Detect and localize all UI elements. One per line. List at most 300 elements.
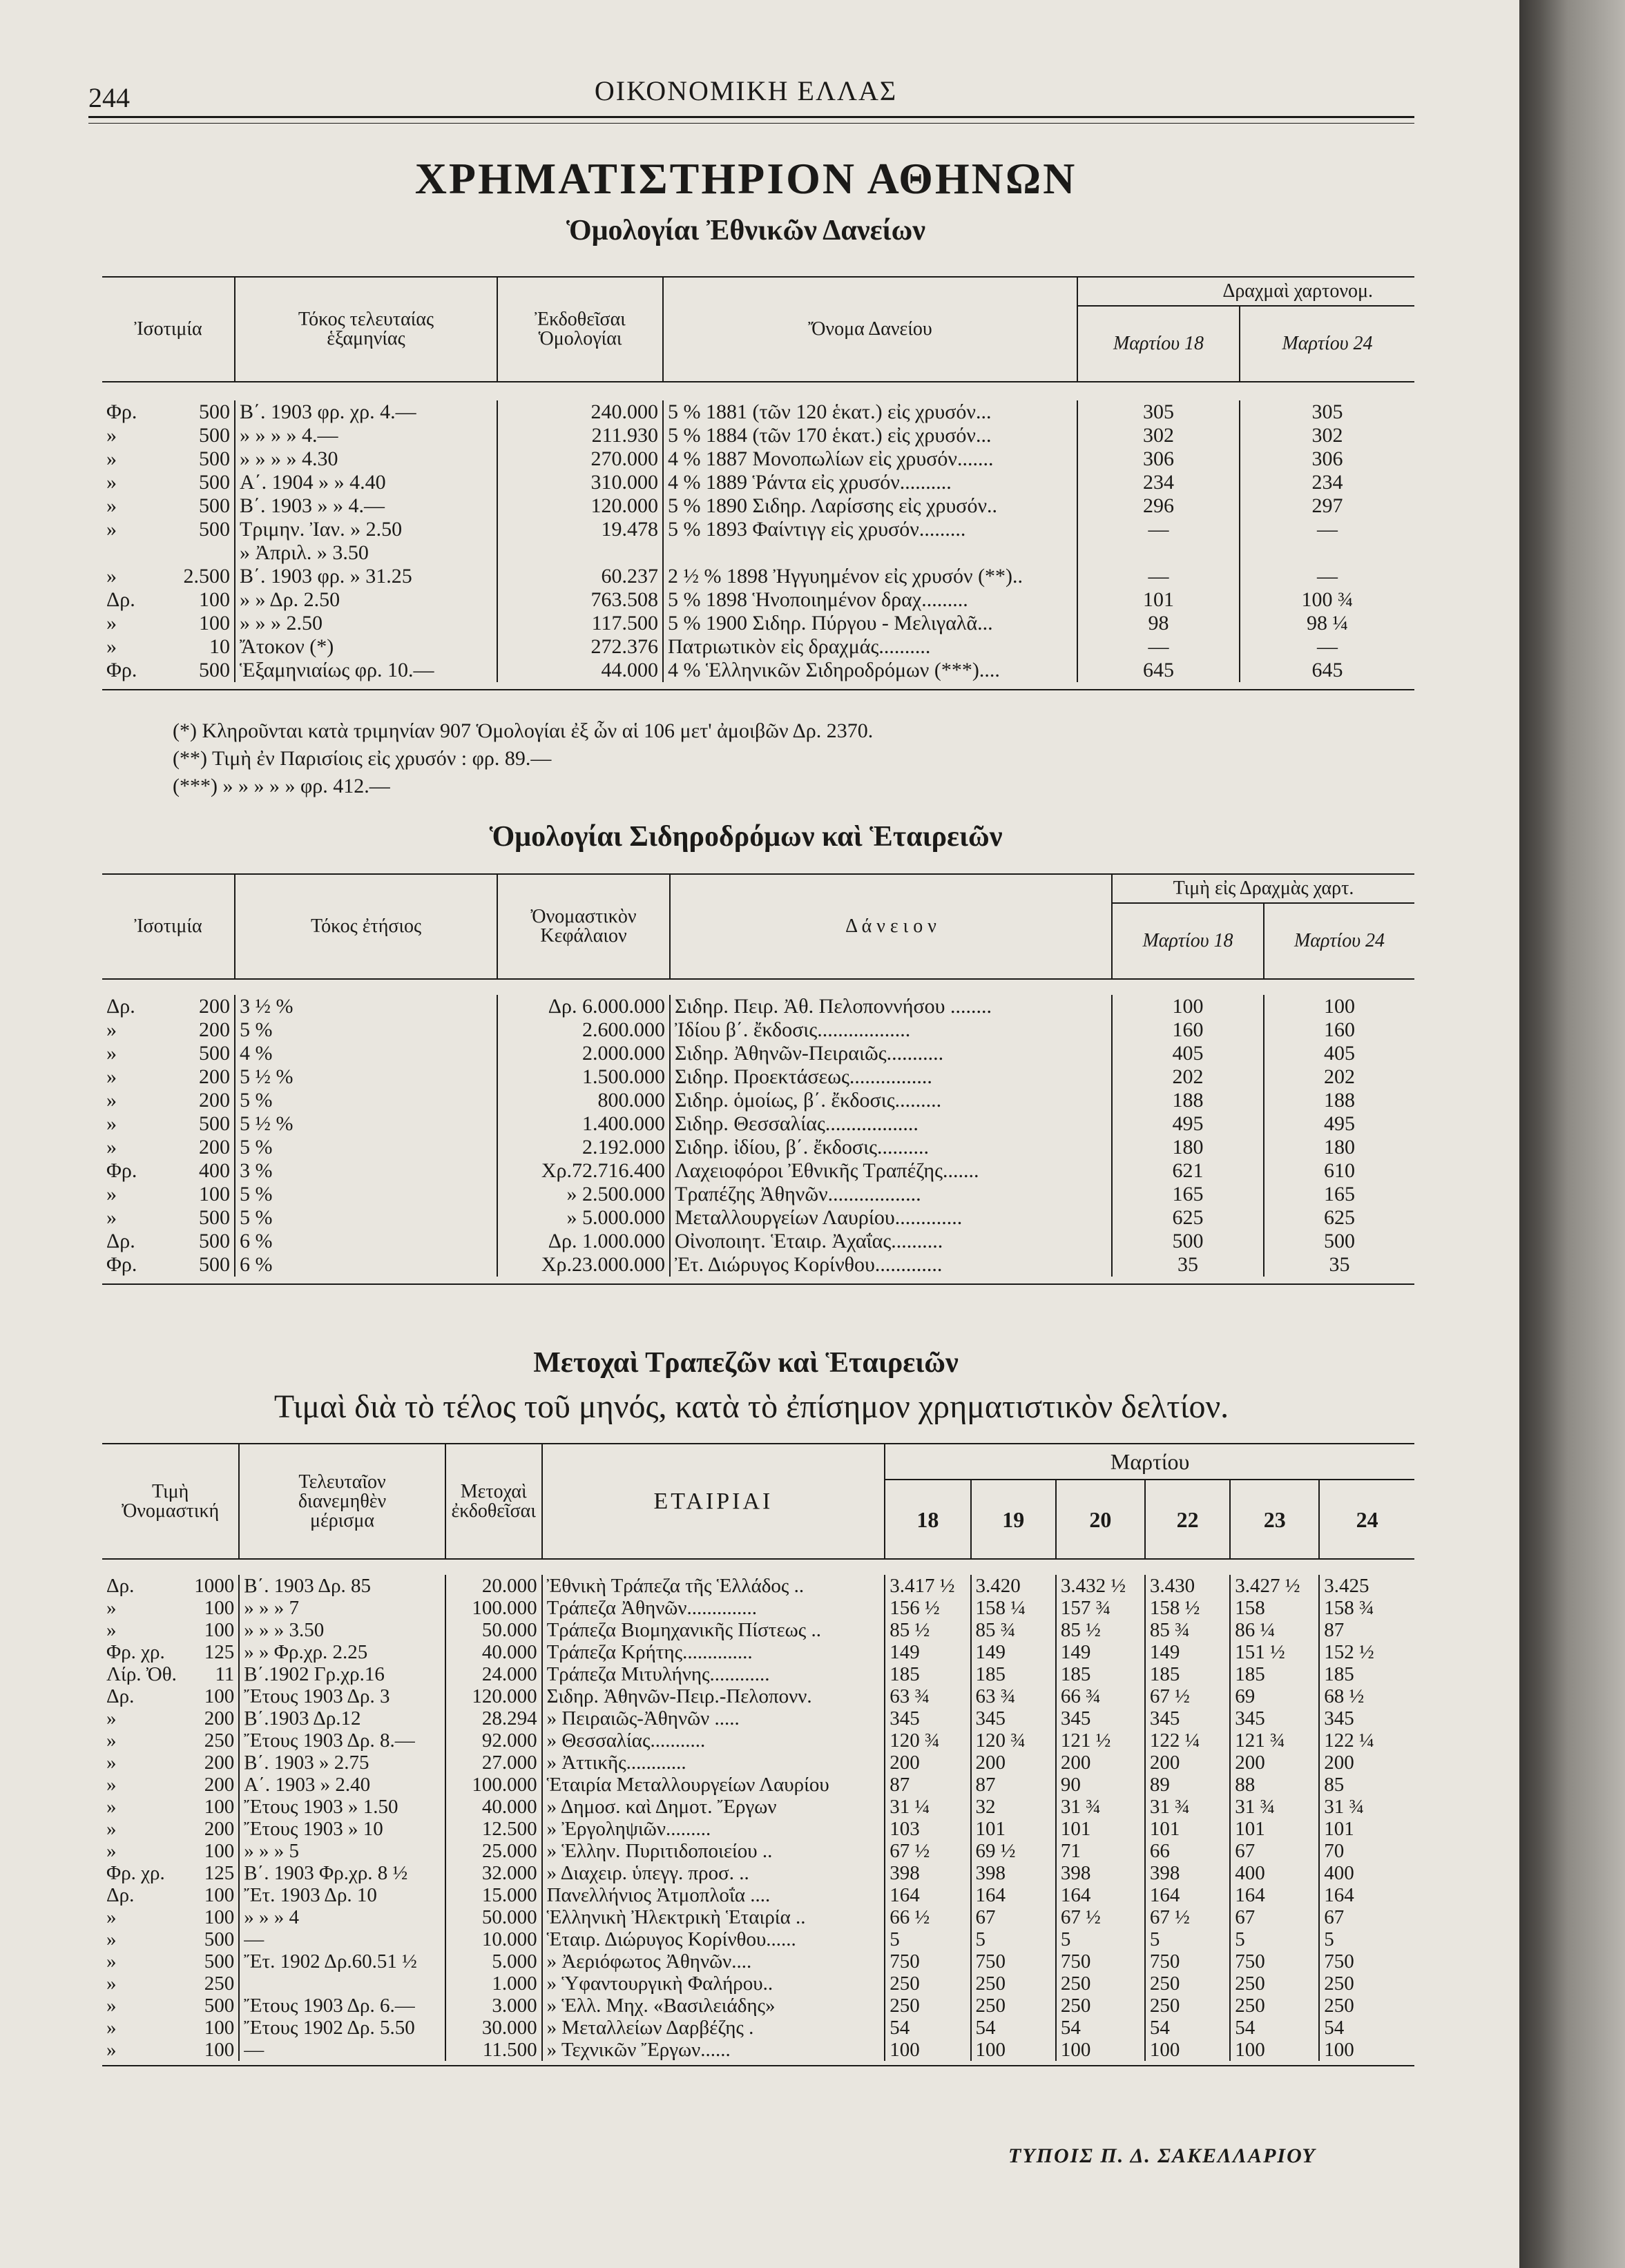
price-day-19-cell: 54 <box>971 2017 1056 2039</box>
loan-name-cell: 5 % 1884 (τῶν 170 ἑκατ.) εἰς χρυσόν... <box>663 424 1077 447</box>
loan-name-cell: 5 % 1881 (τῶν 120 ἑκατ.) εἰς χρυσόν... <box>663 400 1077 424</box>
railway-bonds-table <box>102 873 1414 1285</box>
nominal-cell: 100 <box>204 2038 235 2061</box>
currency-cell: » <box>106 518 117 541</box>
dividend-cell: Ἔτους 1903 » 1.50 <box>239 1796 445 1818</box>
price-day-23-cell: 400 <box>1230 1862 1319 1884</box>
price-day-24-cell: 250 <box>1319 1995 1414 2017</box>
price-day-23-cell: 750 <box>1230 1950 1319 1973</box>
currency-cell: » <box>106 1839 117 1862</box>
price-m24-cell: — <box>1240 635 1414 659</box>
price-day-19-cell: 345 <box>971 1707 1056 1729</box>
interest-cell: 5 % <box>235 1183 497 1206</box>
currency-cell: Φρ. <box>106 659 137 681</box>
currency-cell: » <box>106 1906 117 1928</box>
nominal-cell: 500 <box>199 1042 230 1065</box>
price-day-18-cell: 85 ½ <box>885 1619 970 1641</box>
nominal-cell: 100 <box>204 1906 235 1928</box>
printer-credit: ΤΥΠΟΙΣ Π. Δ. ΣΑΚΕΛΛΑΡΙΟΥ <box>1008 2144 1316 2167</box>
currency-cell: » <box>106 1183 117 1205</box>
header-rule <box>88 116 1414 118</box>
table-row <box>102 2017 1414 2039</box>
nominal-cell: 125 <box>204 1861 235 1884</box>
price-day-18-cell: 149 <box>885 1641 970 1663</box>
table-row <box>102 424 1414 447</box>
price-day-20-cell: 54 <box>1056 2017 1145 2039</box>
shares-issued-cell: 1.000 <box>445 1973 542 1995</box>
price-day-18-cell: 54 <box>885 2017 970 2039</box>
price-day-23-cell: 86 ¼ <box>1230 1619 1319 1641</box>
nominal-cell: 500 <box>199 424 230 447</box>
price-day-22-cell: 85 ¾ <box>1145 1619 1230 1641</box>
table-row <box>102 565 1414 588</box>
price-m24-cell: 302 <box>1240 424 1414 447</box>
currency-cell: Φρ. χρ. <box>106 1640 165 1663</box>
shares-issued-cell: 20.000 <box>445 1575 542 1597</box>
price-m24-cell: 234 <box>1240 471 1414 494</box>
currency-cell: Δρ. <box>106 1574 135 1597</box>
col3-day-23: 23 <box>1230 1480 1319 1559</box>
coupon-cell: » Ἀπριλ. » 3.50 <box>235 541 497 565</box>
price-day-24-cell: 3.425 <box>1319 1575 1414 1597</box>
nominal-cell: 100 <box>199 1183 230 1205</box>
price-m18-cell: 500 <box>1112 1230 1264 1253</box>
price-day-24-cell: 185 <box>1319 1663 1414 1685</box>
table-row <box>102 1042 1414 1065</box>
company-cell: Ἑταιρία Μεταλλουργείων Λαυρίου <box>542 1774 885 1796</box>
price-day-20-cell: 345 <box>1056 1707 1145 1729</box>
currency-cell: » <box>106 1089 117 1112</box>
col2-kefalaion: Ὀνομαστικὸν Κεφάλαιον <box>497 874 670 979</box>
currency-cell: » <box>106 1065 117 1088</box>
company-cell: Τράπεζα Κρήτης.............. <box>542 1641 885 1663</box>
table-row <box>102 1159 1414 1183</box>
shares-table <box>102 1443 1414 2066</box>
price-day-23-cell: 250 <box>1230 1995 1319 2017</box>
nominal-cell: 500 <box>199 1112 230 1135</box>
price-day-18-cell: 63 ¾ <box>885 1685 970 1707</box>
col3-merisma: Τελευταῖον διανεμηθὲν μέρισμα <box>239 1444 445 1559</box>
table-row <box>102 1862 1414 1884</box>
price-m24-cell: 297 <box>1240 494 1414 518</box>
table-row <box>102 1619 1414 1641</box>
nominal-cell: 500 <box>199 518 230 541</box>
price-day-23-cell: 101 <box>1230 1818 1319 1840</box>
shares-issued-cell: 50.000 <box>445 1906 542 1928</box>
price-day-24-cell: 5 <box>1319 1928 1414 1950</box>
issued-cell: 240.000 <box>497 400 663 424</box>
price-day-18-cell: 398 <box>885 1862 970 1884</box>
table-row <box>102 635 1414 659</box>
price-m18-cell: 645 <box>1077 659 1240 682</box>
loan-name-cell: 5 % 1893 Φαίντιγγ εἰς χρυσόν......... <box>663 518 1077 541</box>
currency-cell: Δρ. <box>106 995 135 1018</box>
price-day-20-cell: 250 <box>1056 1973 1145 1995</box>
dividend-cell: » » » 7 <box>239 1597 445 1619</box>
table-row <box>102 1752 1414 1774</box>
price-day-23-cell: 185 <box>1230 1663 1319 1685</box>
note-2: (**) Τιμὴ ἐν Παρισίοις εἰς χρυσόν : φρ. 89.— <box>173 747 552 770</box>
loan-name-cell: Σιδηρ. ἰδίου, β΄. ἔκδοσις.......... <box>670 1136 1112 1159</box>
currency-cell: Φρ. <box>106 1159 137 1182</box>
price-day-22-cell: 66 <box>1145 1840 1230 1862</box>
table-row <box>102 1796 1414 1818</box>
table-row <box>102 400 1414 424</box>
nominal-cell: 500 <box>199 1230 230 1252</box>
price-day-24-cell: 85 <box>1319 1774 1414 1796</box>
loan-name-cell: 5 % 1900 Σιδηρ. Πύργου - Μελιγαλᾶ... <box>663 612 1077 635</box>
interest-cell: 6 % <box>235 1253 497 1277</box>
nominal-cell: 500 <box>199 1206 230 1229</box>
price-day-24-cell: 122 ¼ <box>1319 1729 1414 1752</box>
company-cell: » Ἀττικῆς............ <box>542 1752 885 1774</box>
currency-cell: » <box>106 612 117 634</box>
currency-cell: » <box>106 1773 117 1796</box>
table-row <box>102 447 1414 471</box>
loan-name-cell: Οἰνοποιητ. Ἑταιρ. Ἀχαΐας.......... <box>670 1230 1112 1253</box>
price-day-23-cell: 250 <box>1230 1973 1319 1995</box>
table-row <box>102 471 1414 494</box>
col2-isotimia: Ἰσοτιμία <box>134 915 202 937</box>
shares-issued-cell: 3.000 <box>445 1995 542 2017</box>
currency-cell: Δρ. <box>106 1883 135 1906</box>
price-m18-cell: 405 <box>1112 1042 1264 1065</box>
price-m18-cell: 98 <box>1077 612 1240 635</box>
nominal-cell: 100 <box>204 1685 235 1707</box>
price-day-24-cell: 67 <box>1319 1906 1414 1928</box>
currency-cell: » <box>106 2016 117 2039</box>
price-m18-cell: 180 <box>1112 1136 1264 1159</box>
table-row <box>102 1018 1414 1042</box>
price-day-20-cell: 67 ½ <box>1056 1906 1145 1928</box>
price-day-24-cell: 345 <box>1319 1707 1414 1729</box>
capital-cell: 1.500.000 <box>497 1065 670 1089</box>
price-m18-cell: 296 <box>1077 494 1240 518</box>
price-day-19-cell: 158 ¼ <box>971 1597 1056 1619</box>
col3-day-19: 19 <box>971 1480 1056 1559</box>
price-day-18-cell: 345 <box>885 1707 970 1729</box>
shares-issued-cell: 27.000 <box>445 1752 542 1774</box>
interest-cell: 5 % <box>235 1136 497 1159</box>
table-row <box>102 1707 1414 1729</box>
loan-name-cell: Σιδηρ. Θεσσαλίας.................. <box>670 1112 1112 1136</box>
nominal-cell: 100 <box>204 2016 235 2039</box>
national-loans-table <box>102 276 1414 690</box>
loan-name-cell: Πατριωτικὸν εἰς δραχμάς.......... <box>663 635 1077 659</box>
page-number: 244 <box>88 82 130 113</box>
price-day-18-cell: 31 ¼ <box>885 1796 970 1818</box>
col-isotimia: Ἰσοτιμία <box>134 318 202 340</box>
price-day-23-cell: 67 <box>1230 1906 1319 1928</box>
price-m24-cell <box>1240 541 1414 565</box>
price-m18-cell: 101 <box>1077 588 1240 612</box>
price-day-19-cell: 87 <box>971 1774 1056 1796</box>
price-m18-cell: 35 <box>1112 1253 1264 1277</box>
price-day-19-cell: 164 <box>971 1884 1056 1906</box>
section3-subtitle: Τιμαὶ διὰ τὸ τέλος τοῦ μηνός, κατὰ τὸ ἐπίσημον χρηματιστικὸν δελτίον. <box>273 1388 1229 1425</box>
company-cell: » Ἀεριόφωτος Ἀθηνῶν.... <box>542 1950 885 1973</box>
shares-issued-cell: 92.000 <box>445 1729 542 1752</box>
col3-etairiai: ΕΤΑΙΡΙΑΙ <box>542 1444 885 1559</box>
currency-cell <box>102 541 157 565</box>
currency-cell: Λίρ. Ὀθ. <box>106 1663 177 1685</box>
company-cell: » Διαχειρ. ὑπεγγ. προσ. .. <box>542 1862 885 1884</box>
currency-cell: » <box>106 635 117 658</box>
table-row <box>102 1230 1414 1253</box>
nominal-cell: 250 <box>204 1729 235 1752</box>
capital-cell: Δρ. 1.000.000 <box>497 1230 670 1253</box>
price-day-22-cell: 67 ½ <box>1145 1906 1230 1928</box>
table-row <box>102 1575 1414 1597</box>
col3-group: Μαρτίου <box>885 1444 1414 1480</box>
nominal-cell: 10 <box>209 635 230 658</box>
coupon-cell: Ἄτοκον (*) <box>235 635 497 659</box>
nominal-cell <box>157 541 235 565</box>
shares-issued-cell: 100.000 <box>445 1774 542 1796</box>
table-row <box>102 612 1414 635</box>
nominal-cell: 200 <box>204 1751 235 1774</box>
interest-cell: 5 ½ % <box>235 1065 497 1089</box>
capital-cell: » 2.500.000 <box>497 1183 670 1206</box>
price-m24-cell: 180 <box>1264 1136 1414 1159</box>
nominal-cell: 500 <box>199 659 230 681</box>
price-day-22-cell: 100 <box>1145 2039 1230 2061</box>
price-m24-cell: 610 <box>1264 1159 1414 1183</box>
issued-cell: 310.000 <box>497 471 663 494</box>
interest-cell: 5 % <box>235 1206 497 1230</box>
dividend-cell: Α΄. 1903 » 2.40 <box>239 1774 445 1796</box>
table-row <box>102 1928 1414 1950</box>
shares-issued-cell: 11.500 <box>445 2039 542 2061</box>
table-row <box>102 1884 1414 1906</box>
coupon-cell: Β΄. 1903 » » 4.— <box>235 494 497 518</box>
company-cell: Τράπεζα Βιομηχανικῆς Πίστεως .. <box>542 1619 885 1641</box>
table-row <box>102 1685 1414 1707</box>
price-day-18-cell: 120 ¾ <box>885 1729 970 1752</box>
col-onoma: Ὄνομα Δανείου <box>663 277 1077 382</box>
price-day-19-cell: 67 <box>971 1906 1056 1928</box>
coupon-cell: » » » » 4.30 <box>235 447 497 471</box>
price-m18-cell: 188 <box>1112 1089 1264 1112</box>
price-day-19-cell: 250 <box>971 1973 1056 1995</box>
price-day-23-cell: 31 ¾ <box>1230 1796 1319 1818</box>
loan-name-cell: Σιδηρ. Πειρ. Ἀθ. Πελοποννήσου ........ <box>670 995 1112 1018</box>
currency-cell: » <box>106 2038 117 2061</box>
price-day-24-cell: 400 <box>1319 1862 1414 1884</box>
interest-cell: 4 % <box>235 1042 497 1065</box>
table-row <box>102 1597 1414 1619</box>
col3-day-18: 18 <box>885 1480 970 1559</box>
nominal-cell: 125 <box>204 1640 235 1663</box>
dividend-cell: Ἔτους 1903 » 10 <box>239 1818 445 1840</box>
price-day-23-cell: 54 <box>1230 2017 1319 2039</box>
interest-cell: 3 % <box>235 1159 497 1183</box>
currency-cell: » <box>106 1972 117 1995</box>
price-day-20-cell: 149 <box>1056 1641 1145 1663</box>
nominal-cell: 100 <box>199 588 230 611</box>
col-m24: Μαρτίου 24 <box>1240 306 1414 382</box>
price-day-19-cell: 149 <box>971 1641 1056 1663</box>
company-cell: » Πειραιῶς-Ἀθηνῶν ..... <box>542 1707 885 1729</box>
price-m24-cell: — <box>1240 518 1414 541</box>
nominal-cell: 500 <box>199 447 230 470</box>
table-row <box>102 1112 1414 1136</box>
capital-cell: Δρ. 6.000.000 <box>497 995 670 1018</box>
price-m24-cell: 100 ¾ <box>1240 588 1414 612</box>
currency-cell: » <box>106 1136 117 1159</box>
price-day-19-cell: 398 <box>971 1862 1056 1884</box>
coupon-cell: » » » 2.50 <box>235 612 497 635</box>
price-m18-cell: 625 <box>1112 1206 1264 1230</box>
price-day-24-cell: 70 <box>1319 1840 1414 1862</box>
coupon-cell: » » » » 4.— <box>235 424 497 447</box>
nominal-cell: 100 <box>204 1795 235 1818</box>
currency-cell: » <box>106 447 117 470</box>
price-m18-cell: 202 <box>1112 1065 1264 1089</box>
nominal-cell: 1000 <box>194 1574 235 1597</box>
currency-cell: » <box>106 1729 117 1752</box>
table-row <box>102 494 1414 518</box>
price-m24-cell: 188 <box>1264 1089 1414 1112</box>
currency-cell: Δρ. <box>106 588 135 611</box>
currency-cell: Φρ. <box>106 1253 137 1276</box>
dividend-cell: » » » 3.50 <box>239 1619 445 1641</box>
shares-issued-cell: 5.000 <box>445 1950 542 1973</box>
price-day-22-cell: 345 <box>1145 1707 1230 1729</box>
section2-title: Ὁμολογίαι Σιδηροδρόμων καὶ Ἑταιρειῶν <box>489 821 1003 853</box>
loan-name-cell: Λαχειοφόροι Ἐθνικῆς Τραπέζης....... <box>670 1159 1112 1183</box>
shares-issued-cell: 120.000 <box>445 1685 542 1707</box>
price-day-24-cell: 101 <box>1319 1818 1414 1840</box>
nominal-cell: 200 <box>199 1136 230 1159</box>
dividend-cell: Β΄. 1903 » 2.75 <box>239 1752 445 1774</box>
nominal-cell: 200 <box>199 1065 230 1088</box>
capital-cell: 800.000 <box>497 1089 670 1112</box>
coupon-cell: Β΄. 1903 φρ. » 31.25 <box>235 565 497 588</box>
col3-metoxai: Μετοχαὶ ἐκδοθεῖσαι <box>445 1444 542 1559</box>
company-cell: Ἑταιρ. Διώρυγος Κορίνθου...... <box>542 1928 885 1950</box>
header-rule-thin <box>88 123 1414 124</box>
company-cell: » Ἑλλην. Πυριτιδοποιείου .. <box>542 1840 885 1862</box>
issued-cell: 44.000 <box>497 659 663 682</box>
dividend-cell: Β΄. 1903 Δρ. 85 <box>239 1575 445 1597</box>
price-day-23-cell: 151 ½ <box>1230 1641 1319 1663</box>
price-day-18-cell: 100 <box>885 2039 970 2061</box>
note-3: (***) » » » » » φρ. 412.— <box>173 775 390 797</box>
issued-cell <box>497 541 663 565</box>
price-day-24-cell: 87 <box>1319 1619 1414 1641</box>
price-day-19-cell: 100 <box>971 2039 1056 2061</box>
dividend-cell: Β΄. 1903 Φρ.χρ. 8 ½ <box>239 1862 445 1884</box>
dividend-cell: — <box>239 2039 445 2061</box>
table-row <box>102 1995 1414 2017</box>
table-row <box>102 1641 1414 1663</box>
price-day-22-cell: 101 <box>1145 1818 1230 1840</box>
nominal-cell: 500 <box>199 1253 230 1276</box>
coupon-cell: Τριμην. Ἰαν. » 2.50 <box>235 518 497 541</box>
shares-body <box>102 1575 1414 2066</box>
price-day-18-cell: 164 <box>885 1884 970 1906</box>
price-day-22-cell: 3.430 <box>1145 1575 1230 1597</box>
price-day-22-cell: 5 <box>1145 1928 1230 1950</box>
col3-day-22: 22 <box>1145 1480 1230 1559</box>
nominal-cell: 500 <box>204 1950 235 1973</box>
price-m24-cell: 35 <box>1264 1253 1414 1277</box>
table-row <box>102 995 1414 1018</box>
capital-cell: 2.192.000 <box>497 1136 670 1159</box>
nominal-cell: 200 <box>204 1817 235 1840</box>
price-m18-cell: 495 <box>1112 1112 1264 1136</box>
price-m24-cell: 165 <box>1264 1183 1414 1206</box>
loan-name-cell: 2 ½ % 1898 Ἠγγυημένον εἰς χρυσόν (**).. <box>663 565 1077 588</box>
price-day-18-cell: 66 ½ <box>885 1906 970 1928</box>
price-day-19-cell: 750 <box>971 1950 1056 1973</box>
coupon-cell: Β΄. 1903 φρ. χρ. 4.— <box>235 400 497 424</box>
price-m18-cell: 165 <box>1112 1183 1264 1206</box>
issued-cell: 120.000 <box>497 494 663 518</box>
price-day-19-cell: 85 ¾ <box>971 1619 1056 1641</box>
currency-cell: » <box>106 1618 117 1641</box>
dividend-cell <box>239 1973 445 1995</box>
price-day-19-cell: 69 ½ <box>971 1840 1056 1862</box>
company-cell: Σιδηρ. Ἀθηνῶν-Πειρ.-Πελοπονν. <box>542 1685 885 1707</box>
col2-group: Τιμὴ εἰς Δραχμὰς χαρτ. <box>1112 874 1414 903</box>
price-day-19-cell: 5 <box>971 1928 1056 1950</box>
loan-name-cell: Μεταλλουργείων Λαυρίου............. <box>670 1206 1112 1230</box>
col3-timi: Τιμὴ Ὀνομαστική <box>122 1480 220 1522</box>
price-day-23-cell: 100 <box>1230 2039 1319 2061</box>
price-day-19-cell: 250 <box>971 1995 1056 2017</box>
price-day-24-cell: 750 <box>1319 1950 1414 1973</box>
price-day-23-cell: 88 <box>1230 1774 1319 1796</box>
price-day-20-cell: 200 <box>1056 1752 1145 1774</box>
price-day-18-cell: 185 <box>885 1663 970 1685</box>
table-row <box>102 1206 1414 1230</box>
currency-cell: » <box>106 1751 117 1774</box>
currency-cell: Δρ. <box>106 1230 135 1252</box>
railway-bonds-body <box>102 995 1414 1284</box>
nominal-cell: 500 <box>204 1928 235 1950</box>
price-m18-cell: 621 <box>1112 1159 1264 1183</box>
company-cell: Τράπεζα Μιτυλήνης............ <box>542 1663 885 1685</box>
nominal-cell: 200 <box>199 1089 230 1112</box>
price-m24-cell: 98 ¼ <box>1240 612 1414 635</box>
price-m24-cell: 306 <box>1240 447 1414 471</box>
price-day-22-cell: 31 ¾ <box>1145 1796 1230 1818</box>
nominal-cell: 200 <box>204 1773 235 1796</box>
loan-name-cell: 4 % Ἑλληνικῶν Σιδηροδρόμων (***).... <box>663 659 1077 682</box>
nominal-cell: 500 <box>204 1994 235 2017</box>
company-cell: Πανελλήνιος Ἀτμοπλοΐα .... <box>542 1884 885 1906</box>
company-cell: » Ἐργοληψιῶν......... <box>542 1818 885 1840</box>
price-day-19-cell: 32 <box>971 1796 1056 1818</box>
currency-cell: » <box>106 1042 117 1065</box>
price-day-22-cell: 250 <box>1145 1973 1230 1995</box>
loan-name-cell: Σιδηρ. Ἀθηνῶν-Πειραιῶς........... <box>670 1042 1112 1065</box>
price-day-24-cell: 158 ¾ <box>1319 1597 1414 1619</box>
company-cell: » Μεταλλείων Δαρβέζης . <box>542 2017 885 2039</box>
price-day-20-cell: 71 <box>1056 1840 1145 1862</box>
nominal-cell: 2.500 <box>183 565 230 588</box>
nominal-cell: 100 <box>199 612 230 634</box>
price-m24-cell: — <box>1240 565 1414 588</box>
price-day-23-cell: 345 <box>1230 1707 1319 1729</box>
price-m18-cell: 160 <box>1112 1018 1264 1042</box>
company-cell: » Τεχνικῶν Ἔργων...... <box>542 2039 885 2061</box>
price-m24-cell: 645 <box>1240 659 1414 682</box>
col2-daneion: Δ ά ν ε ι ο ν <box>670 874 1112 979</box>
table-row <box>102 2039 1414 2061</box>
